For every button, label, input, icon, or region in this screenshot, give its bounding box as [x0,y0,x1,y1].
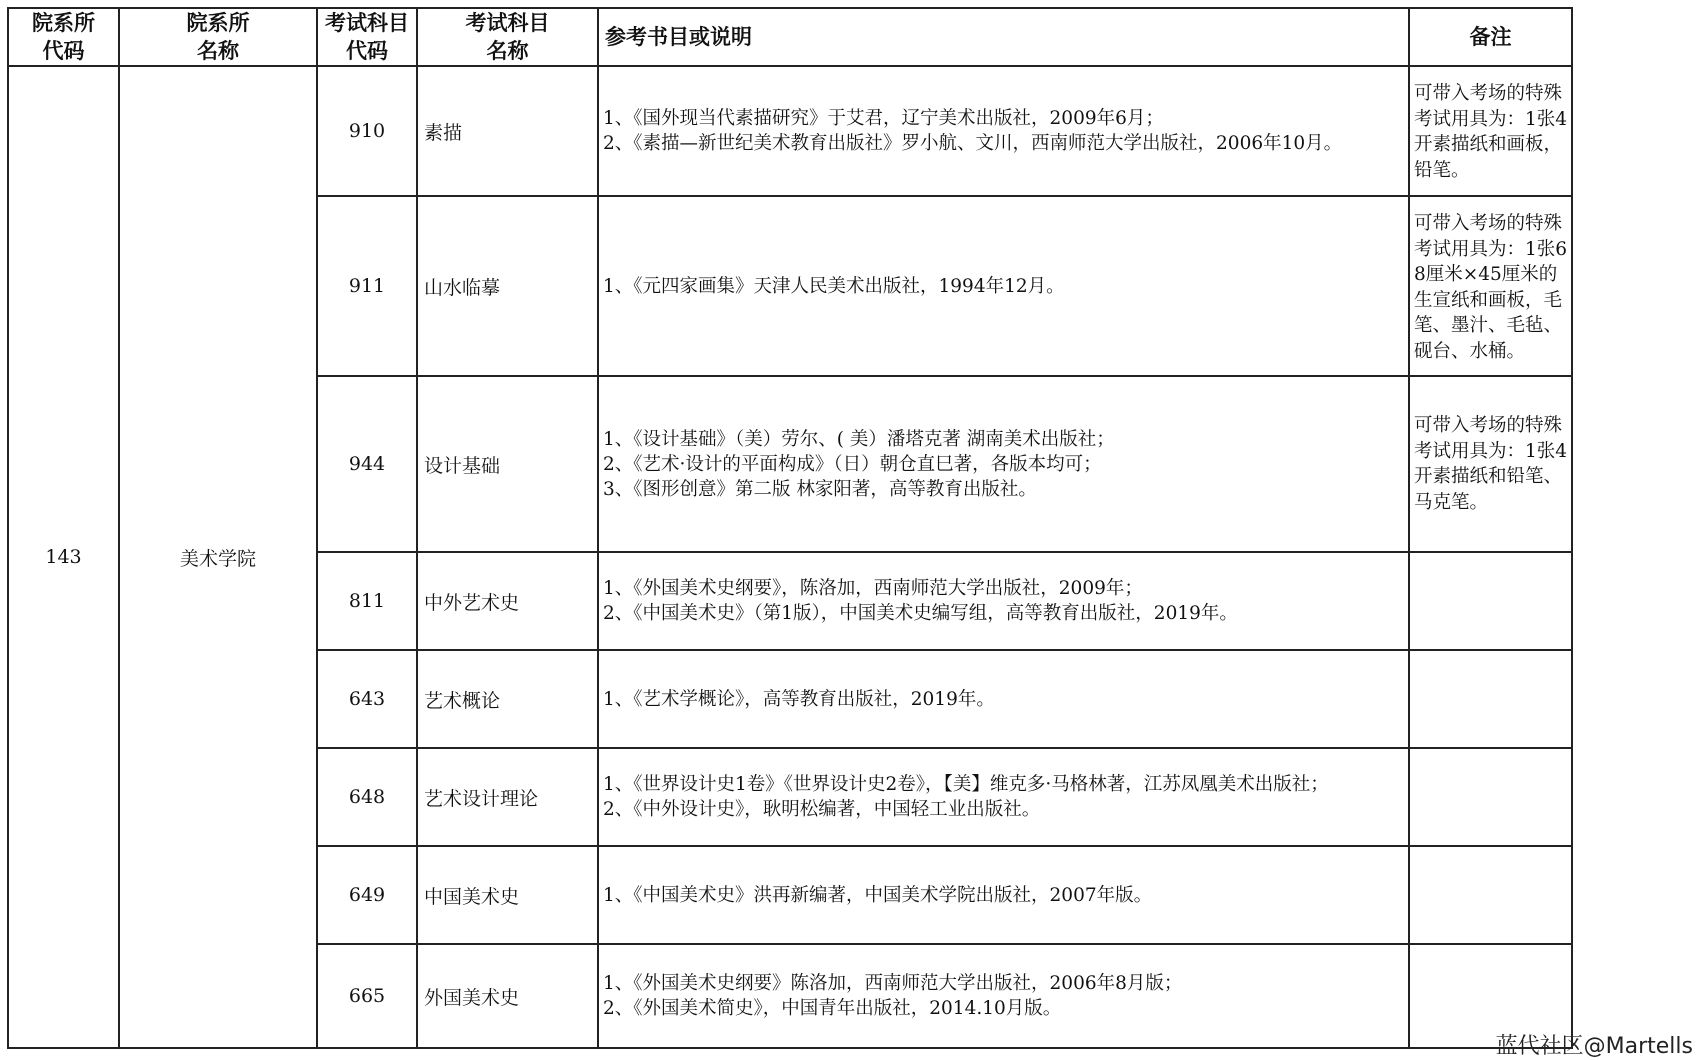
subject-name-cell: 外国美术史 [417,944,598,1048]
remark-cell: 可带入考场的特殊考试用具为：1张4开素描纸和铅笔、马克笔。 [1409,376,1572,552]
dept-name-cell: 美术学院 [119,66,317,1048]
reference-cell [598,196,1409,376]
remark-cell [1409,650,1572,748]
table-row [8,66,1572,196]
header-remarks: 备注 [1409,8,1572,66]
reference-cell [598,552,1409,650]
subject-code-cell: 911 [317,196,417,376]
subject-name-cell: 艺术设计理论 [417,748,598,846]
subject-name-cell: 设计基础 [417,376,598,552]
reference-line: 2、《中外设计史》，耿明松编著，中国轻工业出版社。 [603,799,1041,820]
reference-line: 2、《外国美术简史》，中国青年出版社，2014.10月版。 [603,998,1062,1019]
remark-cell [1409,552,1572,650]
reference-line: 1、《设计基础》（美）劳尔、( 美）潘塔克著 湖南美术出版社； [603,428,1115,450]
reference-line: 1、《世界设计史1卷》《世界设计史2卷》，【美】维克多·马格林著，江苏凤凰美术出版社； [603,774,1329,795]
subject-name-cell: 山水临摹 [417,196,598,376]
reference-cell [598,846,1409,944]
header-subject-code: 考试科目 代码 [317,8,417,66]
reference-line: 2、《素描—新世纪美术教育出版社》罗小航、文川，西南师范大学出版社，2006年10月。 [603,133,1343,154]
reference-cell [598,748,1409,846]
exam-reference-table [7,7,1573,1049]
header-references: 参考书目或说明 [598,8,1409,66]
subject-name-cell: 中外艺术史 [417,552,598,650]
subject-name-cell: 中国美术史 [417,846,598,944]
watermark-text: 蓝代社区@Martells [1495,1034,1693,1059]
subject-name-cell: 艺术概论 [417,650,598,748]
dept-code-cell: 143 [8,66,119,1048]
header-row [8,8,1572,66]
header-dept-name: 院系所 名称 [119,8,317,66]
header-dept-code: 院系所 代码 [8,8,119,66]
subject-code-cell: 910 [317,66,417,196]
reference-cell [598,376,1409,552]
reference-line: 1、《国外现当代素描研究》于艾君，辽宁美术出版社，2009年6月； [603,108,1164,129]
reference-line: 2、《艺术·设计的平面构成》（日）朝仓直巳著，各版本均可； [603,453,1102,475]
reference-line: 2、《中国美术史》（第1版），中国美术史编写组，高等教育出版社，2019年。 [603,603,1238,624]
reference-cell [598,944,1409,1048]
subject-code-cell: 944 [317,376,417,552]
remark-cell: 可带入考场的特殊考试用具为：1张4开素描纸和画板，铅笔。 [1409,66,1572,196]
subject-code-cell: 643 [317,650,417,748]
subject-code-cell: 649 [317,846,417,944]
remark-cell: 可带入考场的特殊考试用具为：1张68厘米×45厘米的生宣纸和画板，毛笔、墨汁、毛毡、砚台、水桶。 [1409,196,1572,376]
reference-line: 1、《中国美术史》洪再新编著，中国美术学院出版社，2007年版。 [603,884,1153,906]
reference-line: 1、《艺术学概论》，高等教育出版社，2019年。 [603,688,995,710]
remark-cell [1409,748,1572,846]
remark-cell [1409,846,1572,944]
subject-code-cell: 648 [317,748,417,846]
header-subject-name: 考试科目 名称 [417,8,598,66]
reference-cell [598,650,1409,748]
reference-line: 1、《元四家画集》天津人民美术出版社，1994年12月。 [603,275,1065,297]
reference-line: 1、《外国美术史纲要》陈洛加，西南师范大学出版社，2006年8月版； [603,973,1183,994]
reference-line: 3、《图形创意》第二版 林家阳著，高等教育出版社。 [603,478,1037,500]
subject-code-cell: 811 [317,552,417,650]
reference-line: 1、《外国美术史纲要》，陈洛加，西南师范大学出版社，2009年； [603,578,1143,599]
reference-cell [598,66,1409,196]
subject-code-cell: 665 [317,944,417,1048]
subject-name-cell: 素描 [417,66,598,196]
